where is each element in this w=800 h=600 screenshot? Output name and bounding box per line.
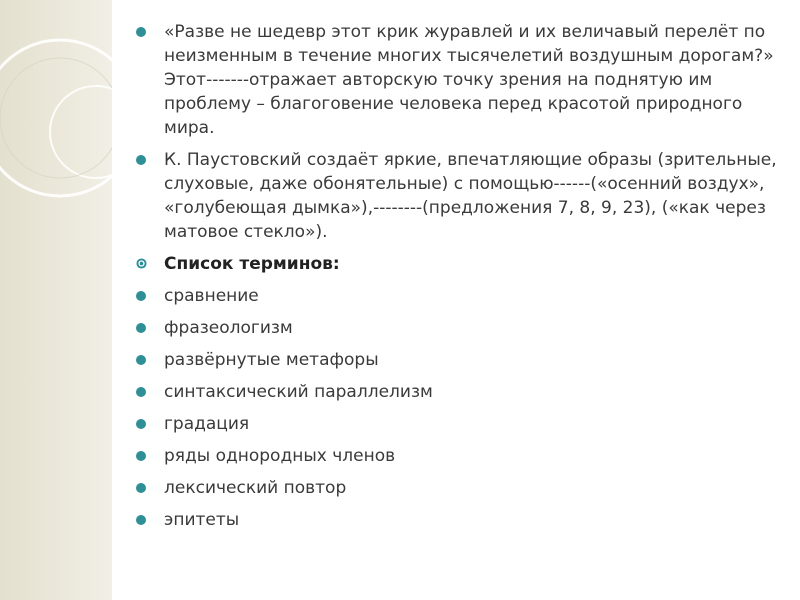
slide-content <box>132 20 784 600</box>
bullet-dot-icon <box>136 27 146 37</box>
term-text: развёрнутые метафоры <box>164 350 379 370</box>
gear-bullet-icon <box>136 258 147 269</box>
term-text: градация <box>164 414 250 434</box>
term-item <box>132 444 784 468</box>
term-text: сравнение <box>164 286 259 306</box>
bullet-dot-icon <box>136 387 146 397</box>
decorative-ring-small <box>50 86 112 178</box>
term-text: синтаксический параллелизм <box>164 382 433 402</box>
term-text: эпитеты <box>164 510 240 530</box>
term-item <box>132 348 784 372</box>
decorative-side-panel <box>0 0 112 600</box>
term-item <box>132 380 784 404</box>
term-item <box>132 476 784 500</box>
bullet-dot-icon <box>136 291 146 301</box>
decorative-ring-large <box>0 40 112 196</box>
term-item <box>132 412 784 436</box>
term-text: ряды однородных членов <box>164 446 396 466</box>
paragraph-text: «Разве не шедевр этот крик журавлей и их величавый перелёт по неизменным в течение многих тысячелетий воздушным дорогам?» Этот-------отражает авторскую точку зрения на поднятую им проблему – благоговение человека перед красотой природного мира. <box>164 22 774 138</box>
decorative-rings <box>0 0 112 600</box>
term-item <box>132 316 784 340</box>
bullet-dot-icon <box>136 451 146 461</box>
bullet-dot-icon <box>136 155 146 165</box>
bullet-dot-icon <box>136 483 146 493</box>
bullet-dot-icon <box>136 515 146 525</box>
bullet-dot-icon <box>136 355 146 365</box>
bullet-dot-icon <box>136 419 146 429</box>
decorative-ring-inner <box>0 58 112 178</box>
terms-heading <box>132 252 784 276</box>
term-text: лексический повтор <box>164 478 347 498</box>
paragraph-text: К. Паустовский создаёт яркие, впечатляющие образы (зрительные, слуховые, даже обонятельные) с помощью------(«осенний воздух», «голубеющая дымка»),--------(предложения 7, 8, 9, 23), («как через матовое стекло»). <box>164 150 777 242</box>
term-item <box>132 508 784 532</box>
paragraph-cranes <box>132 20 784 140</box>
term-item <box>132 284 784 308</box>
terms-heading-text: Список терминов: <box>164 254 340 274</box>
term-text: фразеологизм <box>164 318 293 338</box>
paragraph-paustovsky <box>132 148 784 244</box>
bullet-dot-icon <box>136 323 146 333</box>
